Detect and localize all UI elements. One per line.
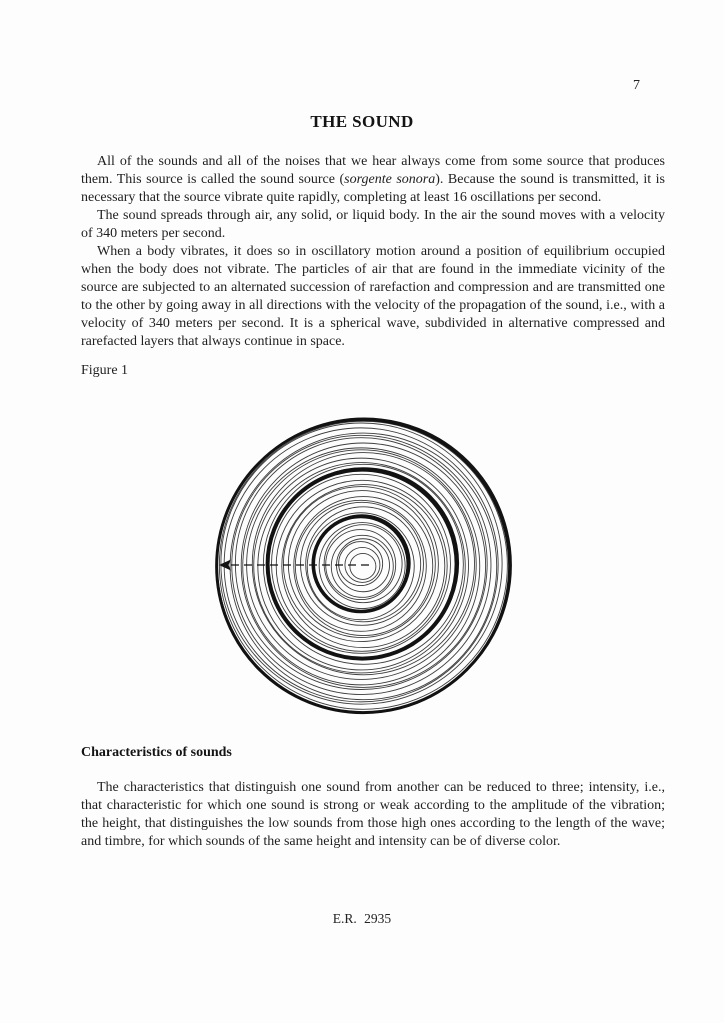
paragraph-sound-speed: The sound spreads through air, any solid, or liquid body. In the air the sound moves with a velocity of 340 meters per second. bbox=[81, 208, 665, 241]
italic-term: sorgente sonora bbox=[344, 172, 436, 187]
footer-code: E.R. 2935 bbox=[332, 911, 392, 926]
paragraph-text: ). Because the sound is transmitted, it is necessary that the source vibrate quite rapidly, completing at least 16 oscillations per second. bbox=[81, 172, 665, 205]
paragraph-text: All of the sounds and all of the noises that we hear always come from some source that produces them. This source is called the sound source ( bbox=[81, 154, 665, 187]
section-block bbox=[81, 744, 665, 851]
body-text bbox=[81, 153, 665, 380]
sound-wave-figure bbox=[207, 410, 517, 720]
paragraph-characteristics: The characteristics that distinguish one sound from another can be reduced to three; intensity, i.e., that characteristic for which one sound is strong or weak according to the amplitude of the vibration; the height, that distinguishes the low sounds from those high ones according to the length of the wave; and timbre, for which sounds of the same height and intensity can be of diverse color. bbox=[81, 780, 665, 849]
paragraph-vibration: When a body vibrates, it does so in oscillatory motion around a position of equilibrium occupied when the body does not vibrate. The particles of air that are found in the immediate vicinity of the source are subjected to an alternated succession of rarefaction and compression and are transmitted one to the other by going away in all directions with the velocity of the propagation of the sound, i.e., with a velocity of 340 meters per second. It is a spherical wave, subdivided in alternative compressed and rarefacted layers that always continue in space. bbox=[81, 244, 665, 349]
section-heading: Characteristics of sounds bbox=[81, 745, 232, 760]
page-number: 7 bbox=[633, 78, 640, 93]
page-title: THE SOUND bbox=[310, 112, 414, 131]
figure-label: Figure 1 bbox=[81, 363, 129, 378]
paragraph-sound-sources bbox=[81, 153, 665, 207]
